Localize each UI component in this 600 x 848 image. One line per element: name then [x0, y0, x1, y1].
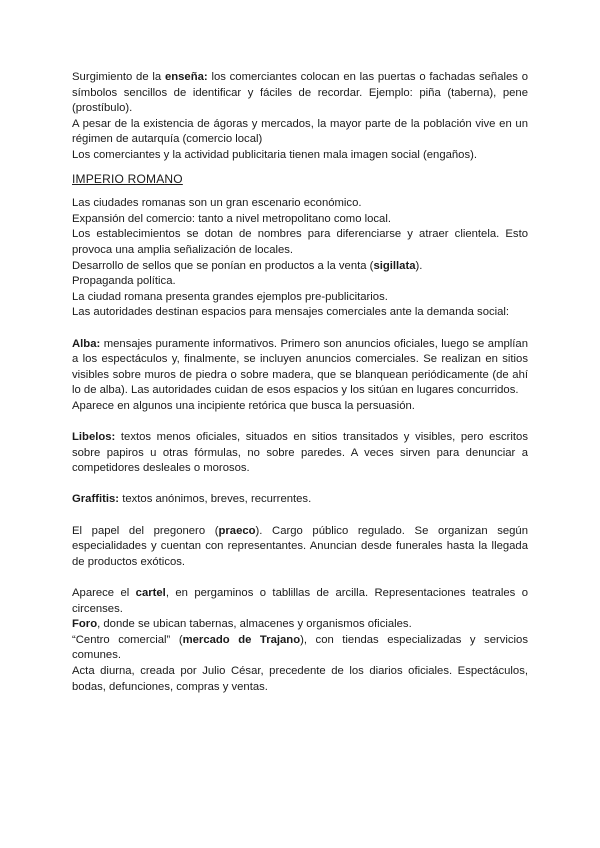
graffitis-paragraph: [72, 492, 528, 508]
bold-term-foro: Foro: [72, 618, 98, 631]
spacer: [72, 508, 528, 524]
bold-term-ensena: enseña:: [164, 71, 208, 83]
text-run: los comerciantes colocan en las puertas o fachadas señales o símbolos sencillos de identificar y fáciles de recordar. Ejemplo: piña (taberna), pene (prostíbulo).: [72, 71, 528, 115]
roman-paragraph-4: [72, 259, 528, 275]
alba-extra-paragraph: Aparece en algunos una incipiente retórica que busca la persuasión.: [72, 399, 415, 412]
text-run: Aparece el: [72, 587, 136, 599]
bold-term-alba: Alba:: [72, 337, 101, 350]
roman-paragraph-2: Expansión del comercio: tanto a nivel metropolitano como local.: [72, 212, 391, 225]
text-run: ), con tiendas especializadas y servicios comunes.: [72, 633, 528, 662]
bold-term-libelos: Libelos:: [72, 431, 116, 444]
spacer: [72, 570, 528, 586]
trajano-paragraph: [72, 633, 528, 664]
roman-paragraph-1: Las ciudades romanas son un gran escenario económico.: [72, 197, 362, 210]
spacer: [72, 477, 528, 493]
bold-term-praeco: praeco: [218, 524, 256, 537]
text-run: mensajes puramente informativos. Primero son anuncios oficiales, luego se amplían a los espectáculos y, finalmente, se incluyen anuncios comerciales. Se realizan en sitios visibles sobre muros de piedra o sobre madera, que se blanquean periódicamente (de ahí lo de alba). Las autoridades cuidan de esos espacios y los sitúan en lugares concurridos.: [72, 337, 528, 397]
text-run: ).: [415, 259, 423, 272]
foro-paragraph: [72, 617, 528, 633]
bold-term-cartel: cartel: [135, 587, 166, 599]
roman-paragraph-6: La ciudad romana presenta grandes ejemplos pre-publicitarios.: [72, 290, 388, 303]
text-run: ). Cargo público regulado. Se organizan según especialidades y cuentan con representantes. Anuncian desde funerales hasta la llegada de productos exóticos.: [72, 524, 528, 568]
pregonero-paragraph: [72, 524, 528, 571]
spacer: [72, 321, 528, 337]
document-page: [72, 70, 528, 695]
intro-paragraph-imagen: Los comerciantes y la actividad publicitaria tienen mala imagen social (engaños).: [72, 148, 478, 161]
acta-diurna-paragraph: Acta diurna, creada por Julio César, precedente de los diarios oficiales. Espectáculos, bodas, defunciones, compras y ventas.: [72, 664, 528, 693]
libelos-paragraph: [72, 430, 528, 477]
alba-paragraph: [72, 337, 528, 399]
text-run: Desarrollo de sellos que se ponían en productos a la venta (: [72, 259, 374, 272]
section-heading-imperio-romano: IMPERIO ROMANO: [72, 171, 183, 186]
text-run: textos anónimos, breves, recurrentes.: [119, 493, 312, 506]
bold-term-graffitis: Graffitis:: [72, 493, 120, 506]
text-run: Surgimiento de la: [72, 71, 165, 83]
text-run: textos menos oficiales, situados en sitios transitados y visibles, pero escritos sobre papiros u otras fórmulas, no sobre paredes. A veces sirven para denunciar a competidores desleales o morosos.: [72, 431, 528, 475]
intro-paragraph-ensena: [72, 70, 528, 117]
spacer: [72, 414, 528, 430]
text-run: “Centro comercial” (: [72, 633, 183, 646]
intro-paragraph-autarquia: A pesar de la existencia de ágoras y mercados, la mayor parte de la población vive en un régimen de autarquía (comercio local): [72, 117, 528, 146]
roman-paragraph-5: Propaganda política.: [72, 275, 176, 288]
text-run: El papel del pregonero (: [72, 524, 219, 537]
text-run: , donde se ubican tabernas, almacenes y organismos oficiales.: [97, 618, 412, 631]
bold-term-mercado-trajano: mercado de Trajano: [182, 633, 301, 646]
roman-paragraph-3: Los establecimientos se dotan de nombres para diferenciarse y atraer clientela. Esto provoca una amplia señalización de locales.: [72, 228, 528, 256]
bold-term-sigillata: sigillata: [373, 259, 416, 272]
cartel-paragraph: [72, 586, 528, 617]
roman-paragraph-7: Las autoridades destinan espacios para mensajes comerciales ante la demanda social:: [72, 306, 510, 319]
text-run: , en pergaminos o tablillas de arcilla. Representaciones teatrales o circenses.: [72, 587, 528, 615]
